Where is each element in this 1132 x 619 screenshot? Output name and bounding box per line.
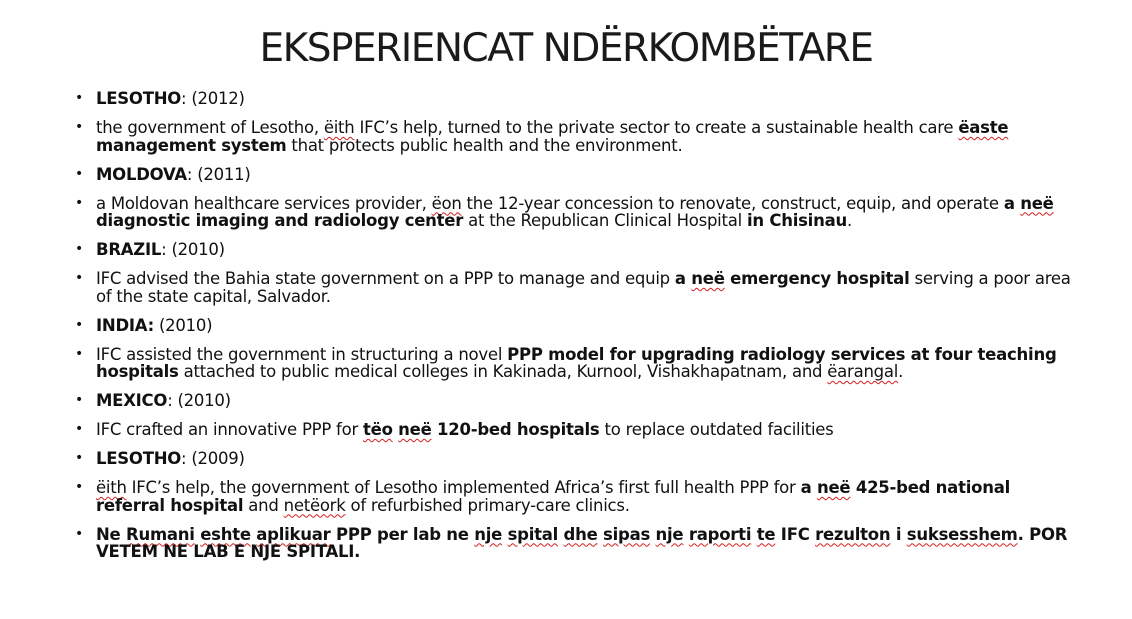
spellcheck-flagged-word: spital	[507, 524, 559, 544]
text-run: (2010)	[153, 315, 213, 335]
bullet-text	[96, 118, 1008, 155]
text-run: 120-bed hospitals	[431, 420, 600, 439]
spellcheck-flagged-word: ëith	[96, 478, 127, 497]
bullet-item	[75, 90, 1075, 108]
spellcheck-flagged-word: sipas	[603, 524, 651, 544]
text-run: .	[898, 362, 904, 381]
bullet-dot-icon: •	[75, 194, 84, 211]
bullet-item	[75, 166, 1075, 184]
text-run: at the Republican Clinical Hospital	[463, 211, 747, 230]
text-run: a Moldovan healthcare services provider,	[96, 193, 432, 213]
bullet-item	[75, 421, 1075, 439]
bullet-item	[75, 119, 1075, 154]
bullet-dot-icon: •	[75, 316, 84, 333]
text-run: a	[800, 478, 817, 497]
spellcheck-flagged-word: neë	[816, 478, 851, 497]
spellcheck-flagged-word: Rumani	[126, 524, 195, 544]
text-run: the 12-year concession to renovate, construct, equip, and operate	[461, 193, 1004, 213]
bullet-text	[96, 391, 231, 410]
spellcheck-flagged-word: dhe	[563, 524, 598, 544]
text-run: management system	[96, 135, 287, 155]
text-run: of refurbished primary-care clinics.	[345, 495, 630, 515]
text-run: Ne	[96, 524, 126, 544]
text-run: a	[1003, 193, 1021, 213]
text-run: attached to public medical colleges in Kakinada, Kurnool, Vishakhapatnam, and	[178, 362, 828, 381]
text-run: the government of Lesotho,	[96, 118, 324, 137]
spellcheck-flagged-word: suksesshem	[906, 524, 1018, 544]
bullet-dot-icon: •	[75, 165, 84, 182]
text-run: : (2011)	[186, 164, 251, 184]
bullet-text	[96, 165, 251, 184]
bullet-text	[96, 345, 1057, 382]
text-run: in Chisinau	[746, 211, 847, 230]
bullet-text	[96, 316, 212, 335]
spellcheck-flagged-word: te	[756, 524, 776, 544]
spellcheck-flagged-word: nje	[655, 524, 684, 544]
text-run: : (2009)	[181, 449, 245, 468]
text-run: . POR VETEM NE LAB E NJE SPITALI.	[96, 524, 1068, 561]
spellcheck-flagged-word: raporti	[688, 524, 752, 544]
bullet-item	[75, 526, 1075, 561]
bullet-text	[96, 420, 834, 439]
bullet-dot-icon: •	[75, 119, 84, 135]
slide-title: EKSPERIENCAT NDËRKOMBËTARE	[259, 26, 873, 71]
bullet-item	[75, 346, 1075, 381]
bullet-dot-icon: •	[75, 525, 84, 542]
text-run: : (2010)	[167, 391, 231, 410]
text-run: serving a poor area of the state capital, Salvador.	[96, 269, 1071, 306]
bullet-dot-icon: •	[75, 241, 84, 257]
spellcheck-flagged-word: ëarangal	[827, 362, 899, 381]
bullet-item	[75, 479, 1075, 514]
spellcheck-flagged-word: nje	[474, 524, 503, 544]
text-run: IFC	[775, 524, 816, 544]
text-run: BRAZIL	[96, 240, 162, 259]
spellcheck-flagged-word: eshte	[200, 524, 251, 544]
spellcheck-flagged-word: neë	[398, 420, 432, 439]
bullet-item	[75, 241, 1075, 259]
bullet-list	[75, 90, 1075, 561]
text-run: IFC crafted an innovative PPP for	[96, 420, 363, 439]
spellcheck-flagged-word: rezulton	[815, 524, 891, 544]
bullet-item	[75, 392, 1075, 410]
text-run: INDIA:	[96, 315, 154, 335]
text-run: MEXICO	[96, 391, 168, 410]
bullet-dot-icon: •	[75, 392, 84, 408]
bullet-text	[96, 194, 1054, 231]
text-run: MOLDOVA	[96, 164, 187, 184]
bullet-text	[96, 240, 225, 259]
text-run: : (2010)	[161, 240, 225, 259]
text-run: IFC’s help, turned to the private sector to create a sustainable health care	[354, 118, 959, 137]
spellcheck-flagged-word: aplikuar	[256, 524, 331, 544]
text-run: and	[243, 495, 284, 515]
bullet-dot-icon: •	[75, 479, 84, 495]
text-run: emergency hospital	[724, 269, 910, 288]
bullet-text	[96, 449, 245, 468]
text-run: LESOTHO	[96, 449, 182, 468]
text-run: PPP model for upgrading radiology services at four teaching hospitals	[96, 344, 1057, 381]
text-run: IFC’s help, the government of Lesotho implemented Africa’s first full health PPP for	[126, 478, 801, 497]
bullet-text	[96, 478, 1010, 515]
text-run: IFC assisted the government in structuring a novel	[96, 344, 508, 364]
bullet-text	[96, 89, 245, 108]
text-run: : (2012)	[181, 89, 245, 108]
bullet-text	[96, 269, 1071, 306]
text-run: to replace outdated facilities	[599, 420, 834, 439]
spellcheck-flagged-word: netëork	[283, 495, 346, 515]
text-run: 425-bed national referral hospital	[96, 478, 1010, 515]
text-run: LESOTHO	[96, 89, 182, 108]
spellcheck-flagged-word: neë	[691, 269, 725, 288]
bullet-dot-icon: •	[75, 345, 84, 362]
bullet-item	[75, 317, 1075, 335]
text-run: diagnostic imaging and radiology center	[96, 211, 464, 230]
text-run: .	[846, 211, 852, 230]
bullet-item	[75, 450, 1075, 468]
spellcheck-flagged-word: ëaste	[958, 118, 1009, 137]
text-run: that protects public health and the environment.	[286, 135, 683, 155]
spellcheck-flagged-word: ëon	[431, 193, 462, 213]
bullet-item	[75, 270, 1075, 305]
spellcheck-flagged-word: tëo	[362, 420, 393, 439]
bullet-item	[75, 195, 1075, 230]
bullet-text	[96, 525, 1067, 562]
spellcheck-flagged-word: ëith	[323, 118, 355, 137]
bullet-dot-icon: •	[75, 450, 84, 466]
text-run: PPP per lab ne	[330, 524, 475, 544]
text-run: i	[890, 524, 907, 544]
bullet-dot-icon: •	[75, 421, 84, 437]
bullet-dot-icon: •	[75, 270, 84, 286]
spellcheck-flagged-word: neë	[1020, 193, 1054, 213]
text-run: IFC advised the Bahia state government on a PPP to manage and equip	[96, 269, 675, 288]
text-run: a	[674, 269, 692, 288]
bullet-dot-icon: •	[75, 90, 84, 106]
